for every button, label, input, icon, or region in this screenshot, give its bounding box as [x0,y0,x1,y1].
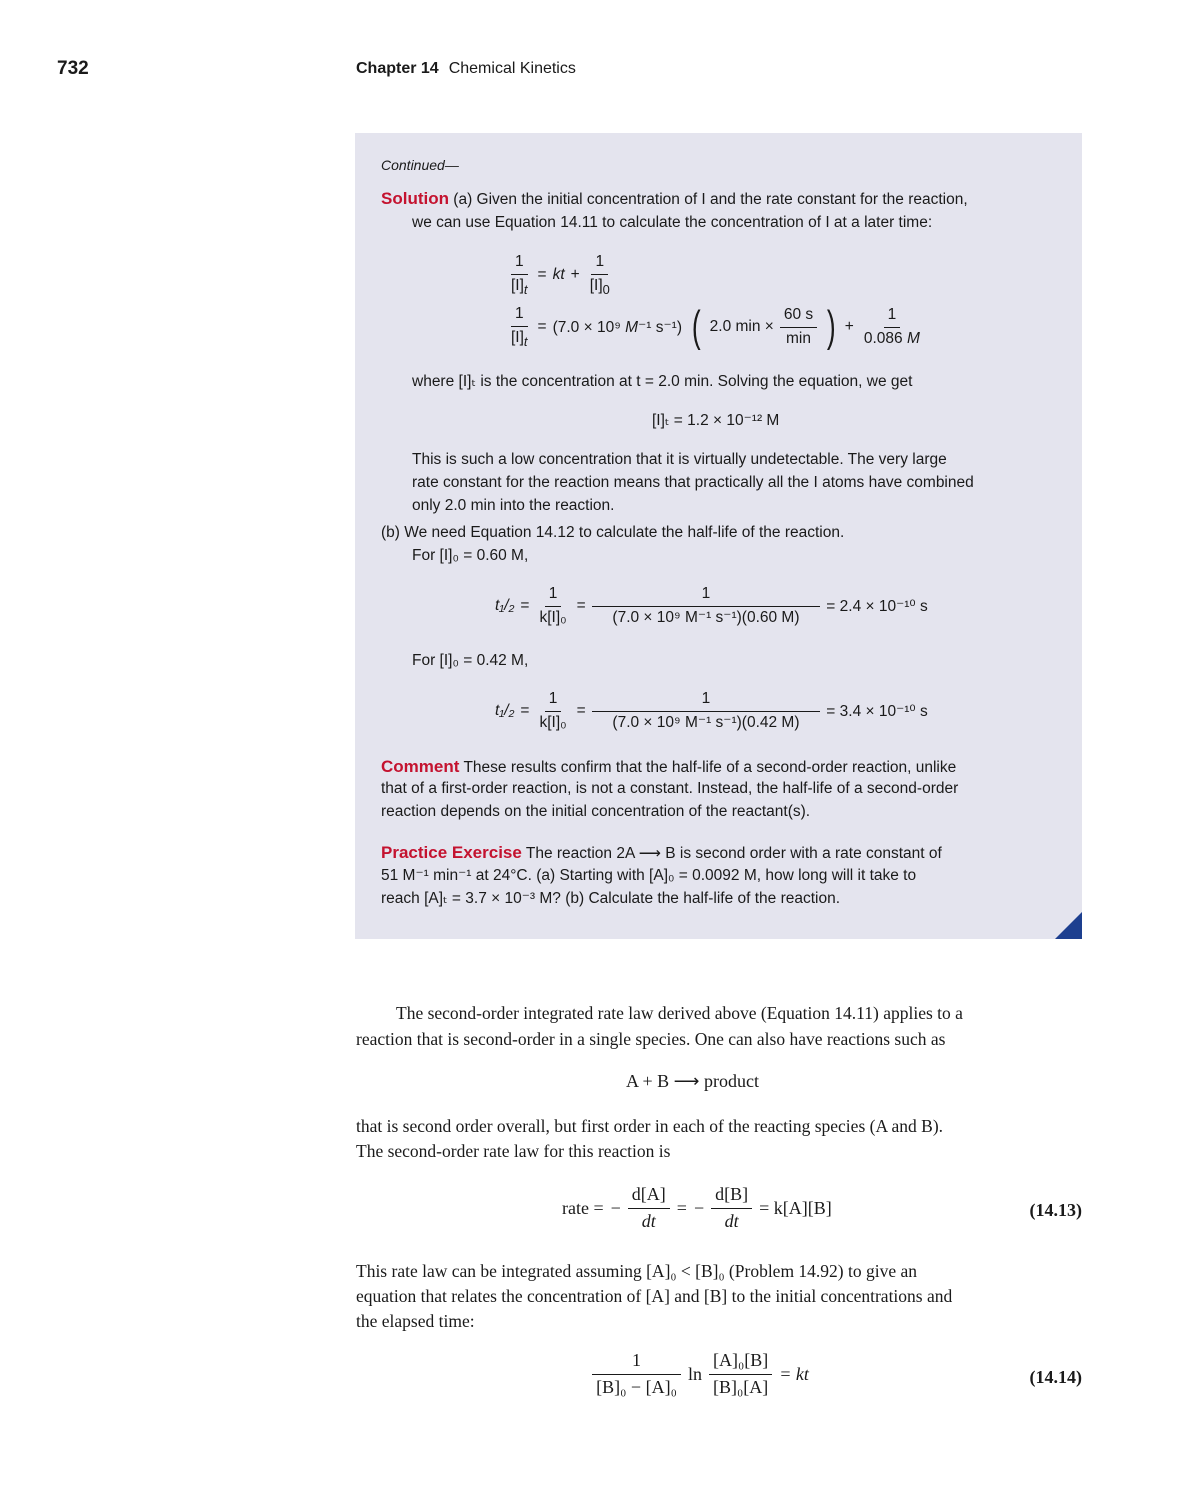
equation-2: $\frac{1}{[I]_t}$ = (7.0 × 10⁹ M⁻¹ s⁻¹) ( 2.0 min × $\frac{60 s}{\min}$ ) + $\frac{1}{0.086 M}$ [511,302,920,352]
rate-law-equation: rate = − $\frac{d[A]}{dt}$ = − $\frac{d[B]}{dt}$ = k[A][B] [562,1184,832,1231]
comment-line-1: Comment These results confirm that the half-life of a second-order reaction, unlike [381,757,957,776]
for-condition-a: For [I]₀ = 0.60 M, [412,547,529,564]
comment-heading: Comment [381,757,460,776]
practice-heading: Practice Exercise [381,843,522,862]
result-equation: [I]ₜ = 1.2 × 10⁻¹² M [652,412,780,429]
paragraph-2-line-1: that is second order overall, but first order in each of the reacting species (A and B). [356,1116,944,1136]
where-text: where [I]ₜ is the concentration at t = 2.0 min. Solving the equation, we get [412,373,913,390]
page-number: 732 [57,58,89,79]
equation-number-14-14: (14.14) [1029,1367,1082,1387]
equation-1: $\frac{1}{[I]_t}$ = kt + $\frac{1}{[I]_0}$ [511,253,610,297]
half-life-equation-a: t₁/₂ = $\frac{1}{\text{k[I]₀}}$ = $\frac{1}{\text{(7.0 × 10⁹ M⁻¹ s⁻¹)(0.60 M)}}$ = 2.4 × 10⁻¹⁰ s [495,585,928,626]
undetectable-line-1: This is such a low concentration that it is virtually undetectable. The very large [412,451,947,468]
half-life-equation-b: t₁/₂ = $\frac{1}{\text{k[I]₀}}$ = $\frac{1}{\text{(7.0 × 10⁹ M⁻¹ s⁻¹)(0.42 M)}}$ = 3.4 × 10⁻¹⁰ s [495,690,928,731]
solution-line-2: we can use Equation 14.11 to calculate the concentration of I at a later time: [412,214,933,231]
solution-line-1: Solution (a) Given the initial concentration of I and the rate constant for the reaction, [381,189,968,208]
corner-triangle-icon [1055,912,1082,939]
reaction-equation: A + B ⟶ product [626,1071,759,1091]
integrated-rate-equation: $\frac{1}{\text{[B]₀ − [A]₀}}$ ln $\frac{\text{[A]₀[B]}}{\text{[B]₀[A]}}$ = kt [592,1350,816,1398]
paragraph-3-line-1: This rate law can be integrated assuming [A]₀ < [B]₀ (Problem 14.92) to give an [356,1261,918,1281]
comment-line-3: reaction depends on the initial concentration of the reactant(s). [381,803,811,820]
chapter-title: Chemical Kinetics [448,60,576,77]
undetectable-line-2: rate constant for the reaction means that practically all the I atoms have combined [412,474,974,491]
example-box [355,133,1082,939]
part-b-text: (b) We need Equation 14.12 to calculate the half-life of the reaction. [381,524,845,541]
running-head [356,60,576,78]
paragraph-3-line-3: the elapsed time: [356,1311,475,1331]
paragraph-1-line-1: The second-order integrated rate law derived above (Equation 14.11) applies to a [396,1003,963,1023]
solution-heading: Solution [381,189,449,208]
comment-line-2: that of a first-order reaction, is not a constant. Instead, the half-life of a second-order [381,780,959,797]
chapter-label: Chapter 14 [356,60,439,77]
practice-line-2: 51 M⁻¹ min⁻¹ at 24°C. (a) Starting with [A]₀ = 0.0092 M, how long will it take to [381,867,917,884]
undetectable-line-3: only 2.0 min into the reaction. [412,497,615,514]
practice-line-3: reach [A]ₜ = 3.7 × 10⁻³ M? (b) Calculate the half-life of the reaction. [381,890,841,907]
paragraph-1-line-2: reaction that is second-order in a single species. One can also have reactions such as [356,1029,946,1049]
continued-label: Continued— [381,157,459,173]
equation-number-14-13: (14.13) [1029,1200,1082,1220]
paragraph-2-line-2: The second-order rate law for this reaction is [356,1141,671,1161]
practice-line-1: Practice Exercise The reaction 2A ⟶ B is second order with a rate constant of [381,843,942,862]
paragraph-3-line-2: equation that relates the concentration of [A] and [B] to the initial concentrations and [356,1286,953,1306]
for-condition-b: For [I]₀ = 0.42 M, [412,652,529,669]
